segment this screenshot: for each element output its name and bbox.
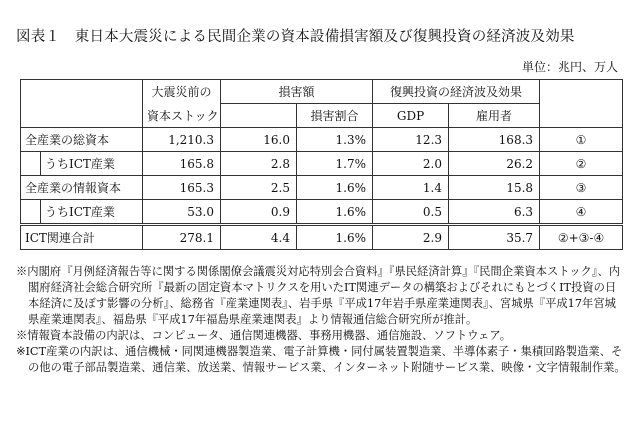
cell-damage: 2.5 bbox=[221, 176, 297, 200]
cell-gdp: 2.9 bbox=[373, 225, 449, 250]
cell-mark: ① bbox=[540, 128, 623, 152]
header-damage-ratio: 損害割合 bbox=[297, 104, 373, 128]
cell-damage: 4.4 bbox=[221, 225, 297, 250]
cell-damage: 0.9 bbox=[221, 200, 297, 225]
row-label: 全産業の情報資本 bbox=[21, 176, 143, 200]
page-title: 図表１ 東日本大震災による民間企業の資本設備損害額及び復興投資の経済波及効果 bbox=[16, 29, 575, 45]
cell-stock: 1,210.3 bbox=[143, 128, 221, 152]
note-ict-industry: ※ICT産業の内訳は、通信機械・同関連機器製造業、電子計算機・同付属装置製造業、半導体素子・集積回路製造業、その他の電子部品製造業、通信業、放送業、情報サービス業、インターネット附随サービス業、映像・文字情報制作業。 bbox=[16, 345, 626, 374]
notes bbox=[16, 264, 626, 376]
cell-employment: 35.7 bbox=[449, 225, 540, 250]
cell-ratio: 1.3% bbox=[297, 128, 373, 152]
cell-employment: 26.2 bbox=[449, 152, 540, 176]
cell-employment: 15.8 bbox=[449, 176, 540, 200]
table-row bbox=[21, 152, 623, 176]
unit-label: 単位：兆円、万人 bbox=[521, 60, 618, 74]
row-indent bbox=[21, 200, 41, 225]
header-damage: 損害額 bbox=[221, 80, 373, 104]
cell-gdp: 1.4 bbox=[373, 176, 449, 200]
header-mark bbox=[540, 80, 623, 128]
cell-gdp: 0.5 bbox=[373, 200, 449, 225]
header-stock-line2: 資本ストック bbox=[143, 104, 221, 128]
row-label: 全産業の総資本 bbox=[21, 128, 143, 152]
cell-ratio: 1.7% bbox=[297, 152, 373, 176]
row-label: ICT関連合計 bbox=[21, 225, 143, 250]
header-corner bbox=[21, 80, 143, 128]
table-row-total bbox=[21, 225, 623, 250]
cell-stock: 165.3 bbox=[143, 176, 221, 200]
cell-mark: ④ bbox=[540, 200, 623, 225]
table-row bbox=[21, 128, 623, 152]
note-sources: ※内閣府『月例経済報告等に関する関係閣僚会議震災対応特別会合資料』『県民経済計算』『民間企業資本ストック』、内閣府経済社会総合研究所『最新の固定資本マトリクスを用いたIT関連データの構築およびそれにもとづくIT投資の日本経済に及ぼす影響の分析』、総務省『産業連関表』、岩手県『平成17年岩手県産業連関表』、宮城県『平成17年宮城県産業連関表』、福島県『平成17年福島県産業連関表』より情報通信総合研究所が推計。 bbox=[16, 265, 621, 326]
table-row bbox=[21, 176, 623, 200]
cell-damage: 2.8 bbox=[221, 152, 297, 176]
header-gdp: GDP bbox=[373, 104, 449, 128]
cell-gdp: 12.3 bbox=[373, 128, 449, 152]
cell-ratio: 1.6% bbox=[297, 225, 373, 250]
cell-stock: 53.0 bbox=[143, 200, 221, 225]
damage-table bbox=[20, 79, 623, 250]
header-employment: 雇用者 bbox=[449, 104, 540, 128]
cell-stock: 165.8 bbox=[143, 152, 221, 176]
cell-gdp: 2.0 bbox=[373, 152, 449, 176]
cell-mark: ②+③-④ bbox=[540, 225, 623, 250]
header-row-1 bbox=[21, 80, 623, 104]
header-damage-blank bbox=[221, 104, 297, 128]
cell-stock: 278.1 bbox=[143, 225, 221, 250]
row-label: うちICT産業 bbox=[41, 200, 143, 225]
header-stock-line1: 大震災前の bbox=[143, 80, 221, 104]
cell-employment: 6.3 bbox=[449, 200, 540, 225]
table-row bbox=[21, 200, 623, 225]
row-label: うちICT産業 bbox=[41, 152, 143, 176]
row-indent bbox=[21, 152, 41, 176]
header-ripple: 復興投資の経済波及効果 bbox=[373, 80, 540, 104]
cell-mark: ② bbox=[540, 152, 623, 176]
cell-ratio: 1.6% bbox=[297, 200, 373, 225]
cell-employment: 168.3 bbox=[449, 128, 540, 152]
cell-ratio: 1.6% bbox=[297, 176, 373, 200]
note-info-capital: ※情報資本設備の内訳は、コンピュータ、通信関連機器、事務用機器、通信施設、ソフトウェア。 bbox=[16, 329, 512, 342]
cell-damage: 16.0 bbox=[221, 128, 297, 152]
cell-mark: ③ bbox=[540, 176, 623, 200]
